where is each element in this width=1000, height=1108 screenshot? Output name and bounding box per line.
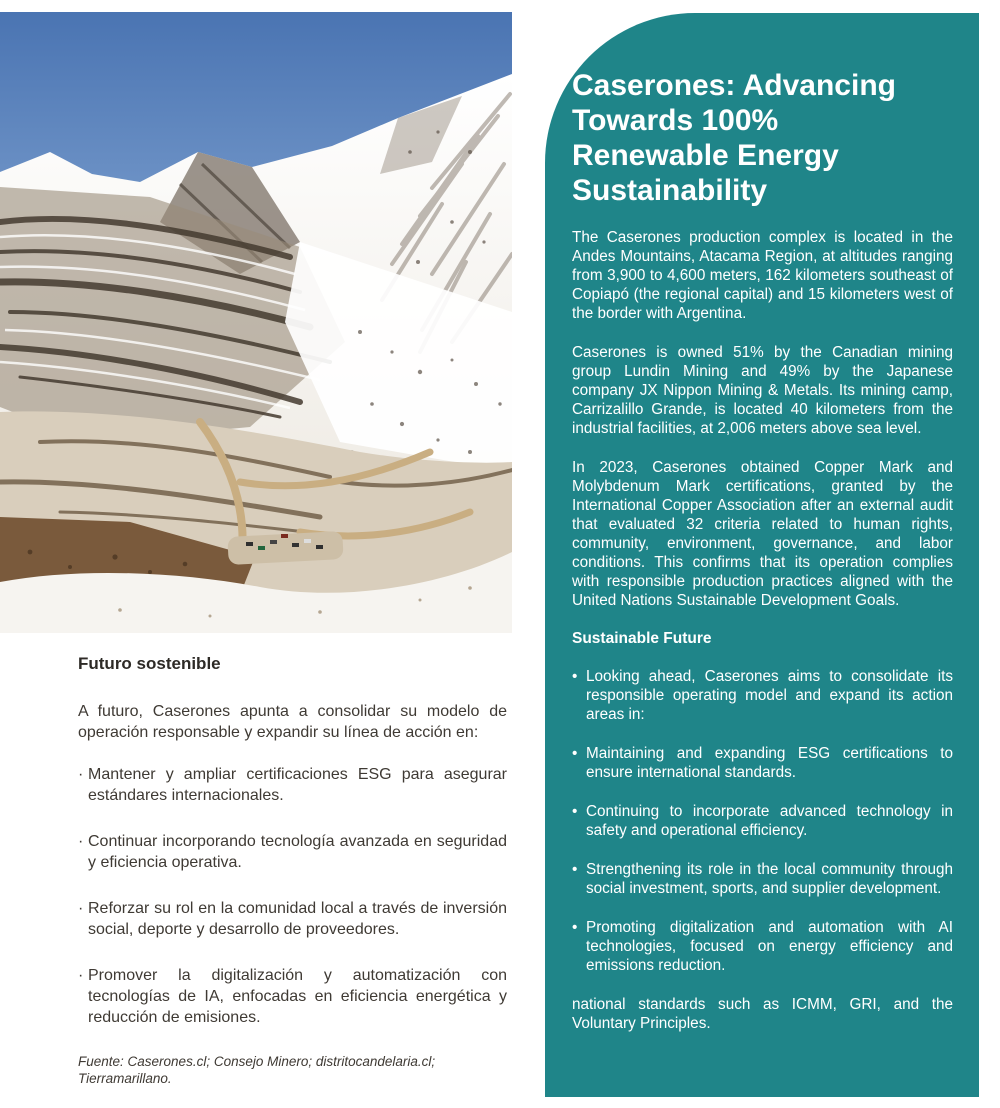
left-column [78, 654, 507, 1087]
bullet-text: Reforzar su rol en la comunidad local a través de inversión social, deporte y desarrollo de proveedores. [88, 900, 507, 938]
list-item [572, 860, 953, 898]
panel-bullet-list [572, 667, 953, 975]
mine-aerial-photo [0, 12, 512, 633]
bullet-text: Continuar incorporando tecnología avanzada en seguridad y eficiencia operativa. [88, 833, 507, 871]
left-heading: Futuro sostenible [78, 654, 221, 673]
list-item [78, 831, 507, 873]
bullet-text: Maintaining and expanding ESG certifications to ensure international standards. [586, 745, 953, 781]
left-intro-paragraph: A futuro, Caserones apunta a consolidar su modelo de operación responsable y expandir su línea de acción en: [78, 703, 507, 741]
list-item [572, 918, 953, 975]
bullet-marker: • [572, 861, 578, 878]
panel-subheading: Sustainable Future [572, 630, 712, 647]
bullet-text: Continuing to incorporate advanced technology in safety and operational efficiency. [586, 803, 953, 839]
teal-panel [545, 13, 979, 1097]
bullet-text: Mantener y ampliar certificaciones ESG para asegurar estándares internacionales. [88, 766, 507, 804]
bullet-marker: • [572, 745, 578, 762]
panel-title: Caserones: Advancing Towards 100% Renewable Energy Sustainability [572, 69, 896, 207]
list-item [78, 965, 507, 1028]
source-line: Fuente: Caserones.cl; Consejo Minero; distritocandelaria.cl; Tierramarillano. [78, 1054, 436, 1086]
list-item [572, 744, 953, 782]
bullet-text: Promoting digitalization and automation with AI technologies, focused on energy efficiency and emissions reduction. [586, 919, 953, 974]
bullet-marker: • [572, 668, 578, 685]
bullet-text: Strengthening its role in the local community through social investment, sports, and supplier development. [586, 861, 953, 897]
panel-paragraph: In 2023, Caserones obtained Copper Mark and Molybdenum Mark certifications, granted by the International Copper Association after an external audit that evaluated 32 criteria related to human rights, community, environment, governance, and labor conditions. This confirms that its operation complies with responsible production practices aligned with the United Nations Sustainable Development Goals. [572, 459, 953, 609]
list-item [572, 802, 953, 840]
bullet-text: Promover la digitalización y automatización con tecnologías de IA, enfocadas en eficiencia energética y reducción de emisiones. [88, 967, 507, 1026]
panel-paragraph: The Caserones production complex is located in the Andes Mountains, Atacama Region, at altitudes ranging from 3,900 to 4,600 meters, 162 kilometers southeast of Copiapó (the regional capital) and 15 kilometers west of the border with Argentina. [572, 229, 953, 322]
list-item [78, 898, 507, 940]
left-bullet-list [78, 764, 507, 1028]
bullet-marker: · [78, 967, 84, 984]
list-item [78, 764, 507, 806]
bullet-marker: · [78, 766, 84, 783]
bullet-marker: · [78, 900, 84, 917]
panel-closing-paragraph: national standards such as ICMM, GRI, and the Voluntary Principles. [572, 996, 953, 1032]
bullet-marker: · [78, 833, 84, 850]
bullet-marker: • [572, 803, 578, 820]
bullet-text: Looking ahead, Caserones aims to consolidate its responsible operating model and expand its action areas in: [586, 668, 953, 723]
mountain-photo-graphic [0, 12, 512, 633]
panel-paragraph: Caserones is owned 51% by the Canadian mining group Lundin Mining and 49% by the Japanese company JX Nippon Mining & Metals. Its mining camp, Carrizalillo Grande, is located 40 kilometers from the industrial facilities, at 2,006 meters above sea level. [572, 344, 953, 437]
list-item [572, 667, 953, 724]
bullet-marker: • [572, 919, 578, 936]
